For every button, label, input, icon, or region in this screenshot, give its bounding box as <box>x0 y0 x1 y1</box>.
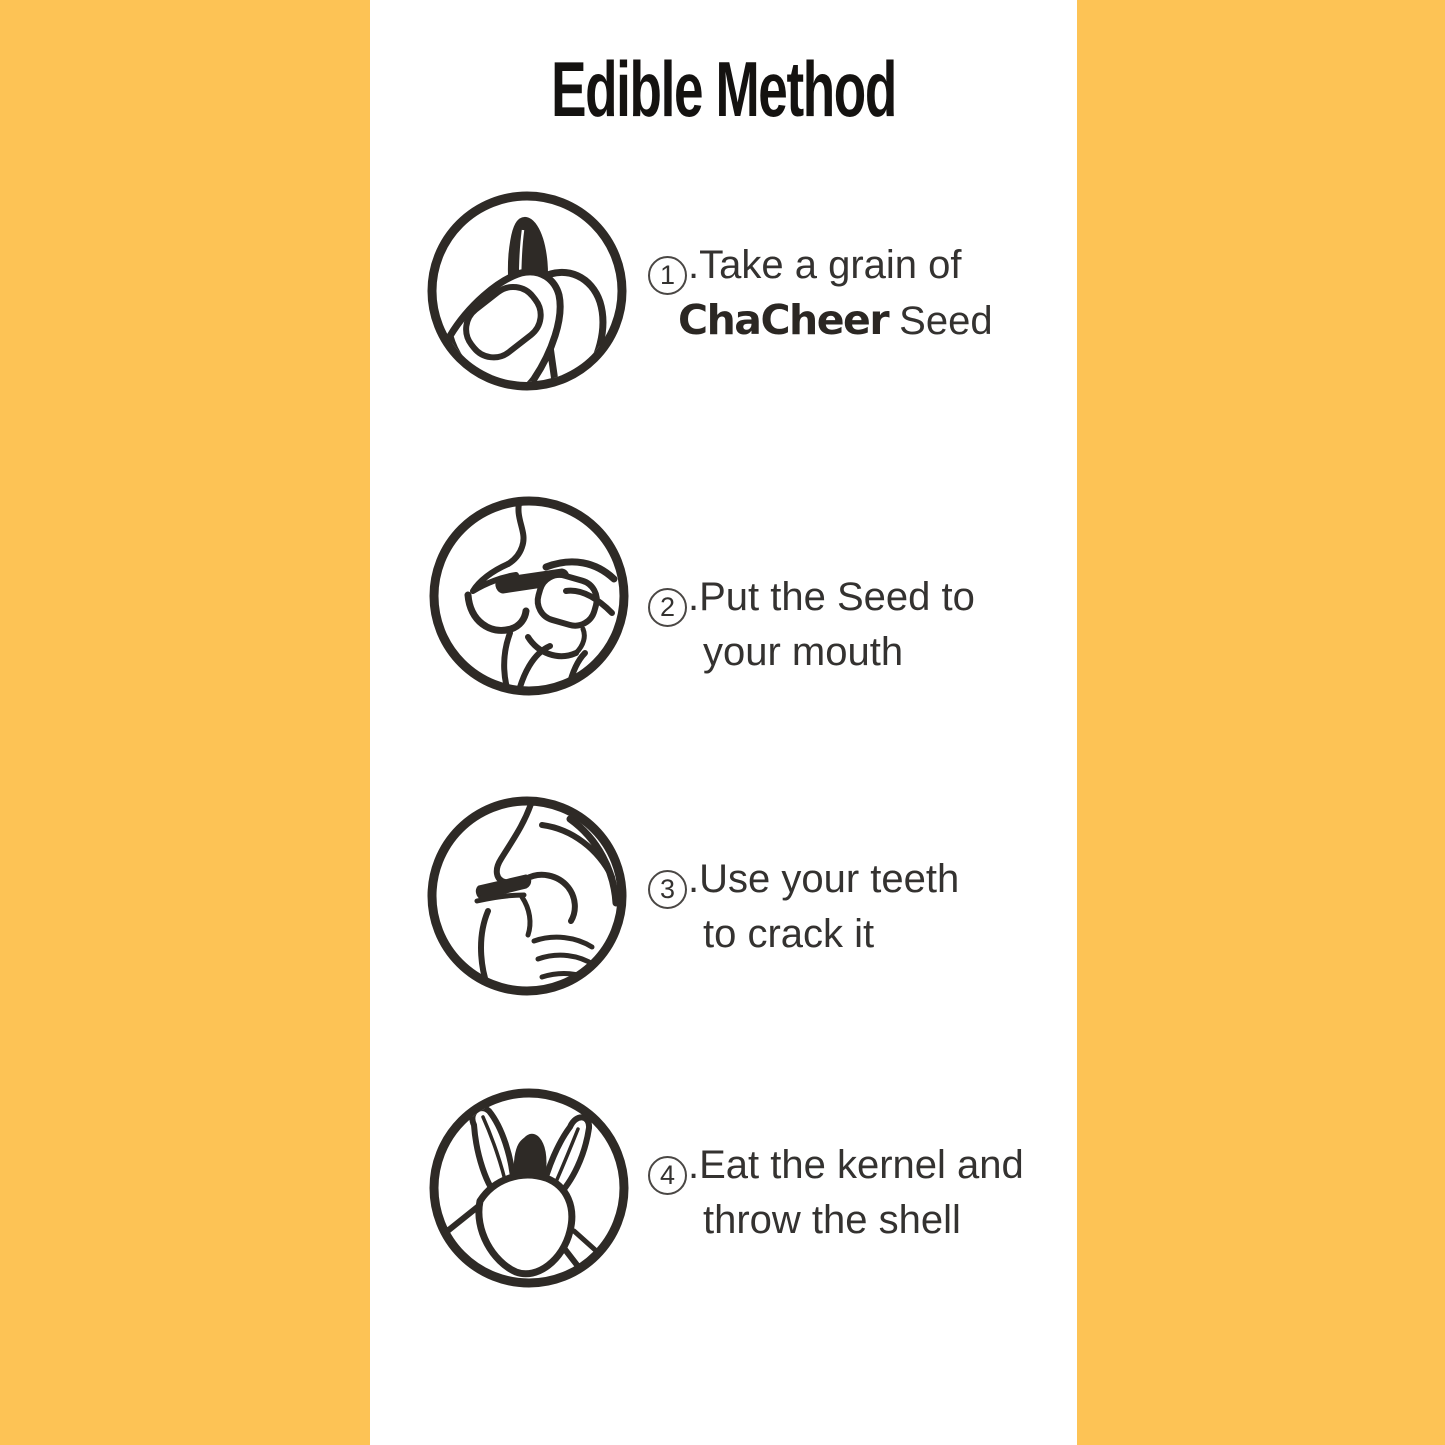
step-2-instruction: .Put the Seed to <box>688 575 975 619</box>
step-4-instruction: .Eat the kernel and <box>688 1143 1024 1187</box>
step-1-line-1 <box>648 240 993 295</box>
step-4-number-badge: 4 <box>648 1156 687 1195</box>
step-2-illustration <box>424 491 634 701</box>
step-2-line-2: your mouth <box>703 629 904 674</box>
brand-logo-text: ChaCheer <box>678 295 889 344</box>
step-4-illustration <box>424 1083 634 1293</box>
step-3-number-badge: 3 <box>648 870 687 909</box>
step-3-instruction: .Use your teeth <box>688 857 960 901</box>
step-1-instruction: .Take a grain of <box>688 243 962 287</box>
step-1-instruction-suffix: Seed <box>888 298 993 343</box>
step-2-line-1 <box>648 572 975 627</box>
step-3-line-1 <box>648 854 959 909</box>
step-3-illustration <box>422 791 632 1001</box>
step-1-line-2 <box>648 295 993 346</box>
page-title <box>370 44 1077 135</box>
step-1-text <box>648 240 993 346</box>
page-title-text: Edible Method <box>551 45 896 133</box>
step-1-illustration <box>422 186 632 396</box>
step-2-number-badge: 2 <box>648 588 687 627</box>
fingers-holding-seed-icon <box>422 186 632 396</box>
teeth-cracking-seed-icon <box>422 791 632 1001</box>
step-2-text <box>648 572 975 677</box>
eat-kernel-and-throw-shell-icon <box>424 1083 634 1293</box>
step-4-text <box>648 1140 1024 1245</box>
step-3-line-2: to crack it <box>703 911 875 956</box>
step-1-number-badge: 1 <box>648 256 687 295</box>
step-4-line-1 <box>648 1140 1024 1195</box>
step-4-line-2: throw the shell <box>703 1197 961 1242</box>
step-3-text <box>648 854 959 959</box>
seed-to-mouth-icon <box>424 491 634 701</box>
